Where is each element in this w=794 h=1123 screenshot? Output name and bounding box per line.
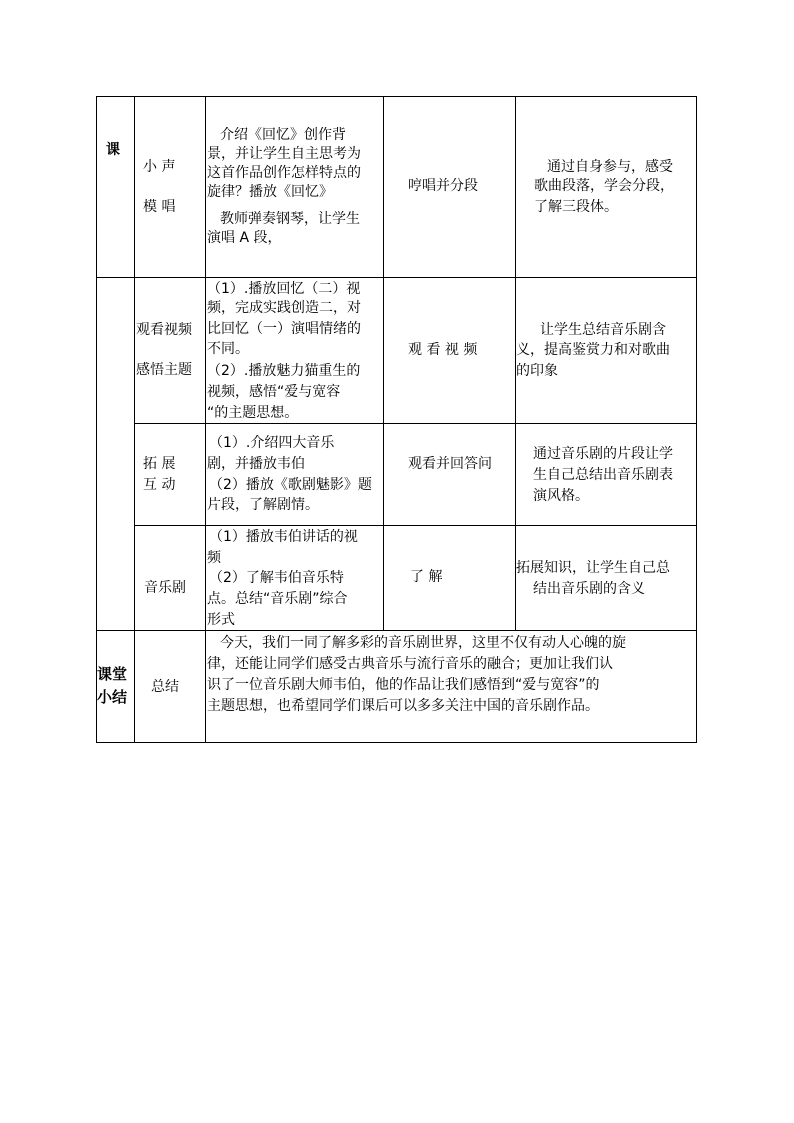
summary-line: 识了一位音乐剧大师韦伯，他的作品让我们感悟到“爱与宽容”的 bbox=[207, 677, 600, 693]
content-line: 这首作品创作怎样特点的 bbox=[207, 165, 361, 181]
purpose-line: 结出音乐剧的含义 bbox=[533, 581, 645, 597]
section-label-summary-line2: 小结 bbox=[97, 688, 128, 706]
content-line: 形式 bbox=[207, 612, 235, 628]
content-line: （2）了解韦伯音乐特 bbox=[209, 570, 344, 586]
table-border-top bbox=[96, 96, 697, 97]
purpose-line: 义，提高鉴赏力和对歌曲 bbox=[516, 342, 670, 358]
summary-line: 律，还能让同学们感受古典音乐与流行音乐的融合；更加让我们认 bbox=[207, 656, 613, 672]
content-line: “的主题思想。 bbox=[207, 405, 299, 421]
content-line: （1）.介绍四大音乐 bbox=[209, 435, 335, 451]
section-label-summary-line1: 课堂 bbox=[97, 665, 128, 683]
content-line: 剧，并播放韦伯 bbox=[207, 456, 305, 472]
purpose-line: 生自己总结出音乐剧表 bbox=[533, 467, 673, 483]
activity-label-summary: 总结 bbox=[151, 679, 179, 695]
student-activity-row4: 了 解 bbox=[410, 569, 443, 585]
content-line: 片段，了解剧情。 bbox=[207, 497, 319, 513]
summary-line: 主题思想，也希望同学们课后可以多多关注中国的音乐剧作品。 bbox=[207, 698, 599, 714]
table-border-right bbox=[696, 96, 697, 743]
content-line: 旋律？播放《回忆》 bbox=[207, 184, 333, 200]
content-line: 教师弹奏钢琴，让学生 bbox=[220, 211, 360, 227]
content-line: 频 bbox=[207, 550, 221, 566]
activity-label-line1: 拓 展 bbox=[143, 456, 176, 472]
student-activity-row2: 观 看 视 频 bbox=[408, 342, 478, 358]
content-line: （2）播放《歌剧魅影》题 bbox=[209, 477, 372, 493]
section-label-ke: 课 bbox=[106, 142, 120, 158]
content-line: 视频，感悟“爱与宽容 bbox=[207, 384, 341, 400]
activity-label-music-drama: 音乐剧 bbox=[144, 580, 186, 596]
content-line: 介绍《回忆》创作背 bbox=[220, 127, 346, 143]
col-divider-1 bbox=[134, 96, 135, 743]
content-line: 演唱 A 段， bbox=[207, 230, 282, 246]
row-divider-2 bbox=[134, 423, 697, 424]
table-border-bottom bbox=[96, 742, 697, 743]
content-line: 景，并让学生自主思考为 bbox=[207, 146, 361, 162]
row-divider-1 bbox=[96, 277, 697, 278]
activity-label-line2: 模 唱 bbox=[143, 199, 176, 215]
content-line: 比回忆（一）演唱情绪的 bbox=[207, 321, 361, 337]
activity-label-line1: 小 声 bbox=[143, 159, 176, 175]
purpose-line: 了解三段体。 bbox=[534, 199, 618, 215]
summary-line: 今天，我们一同了解多彩的音乐剧世界，这里不仅有动人心魄的旋 bbox=[220, 635, 626, 651]
content-line: 点。总结“音乐剧”综合 bbox=[207, 591, 348, 607]
content-line: （1）.播放回忆（二）视 bbox=[207, 281, 361, 297]
content-line: 不同。 bbox=[207, 341, 249, 357]
content-line: 频，完成实践创造二，对 bbox=[207, 300, 361, 316]
purpose-line: 通过自身参与，感受 bbox=[547, 159, 673, 175]
col-divider-2 bbox=[205, 96, 206, 743]
row-divider-4 bbox=[96, 630, 697, 631]
content-line: （2）.播放魅力猫重生的 bbox=[207, 363, 361, 379]
purpose-line: 让学生总结音乐剧含 bbox=[540, 322, 666, 338]
content-line: （1）播放韦伯讲话的视 bbox=[209, 529, 358, 545]
purpose-line: 歌曲段落，学会分段， bbox=[534, 178, 674, 194]
activity-label-line1: 观看视频 bbox=[136, 322, 192, 338]
table-border-left bbox=[96, 96, 97, 743]
purpose-line: 的印象 bbox=[516, 363, 558, 379]
activity-label-line2: 互 动 bbox=[143, 477, 176, 493]
activity-label-line2: 感悟主题 bbox=[136, 362, 192, 378]
student-activity-row1: 哼唱并分段 bbox=[408, 178, 478, 194]
row-divider-3 bbox=[134, 525, 697, 526]
purpose-line: 演风格。 bbox=[533, 488, 589, 504]
student-activity-row3: 观看并回答问 bbox=[408, 456, 492, 472]
purpose-line: 通过音乐剧的片段让学 bbox=[533, 446, 673, 462]
purpose-line: 拓展知识，让学生自己总 bbox=[516, 560, 670, 576]
col-divider-3 bbox=[383, 96, 384, 631]
